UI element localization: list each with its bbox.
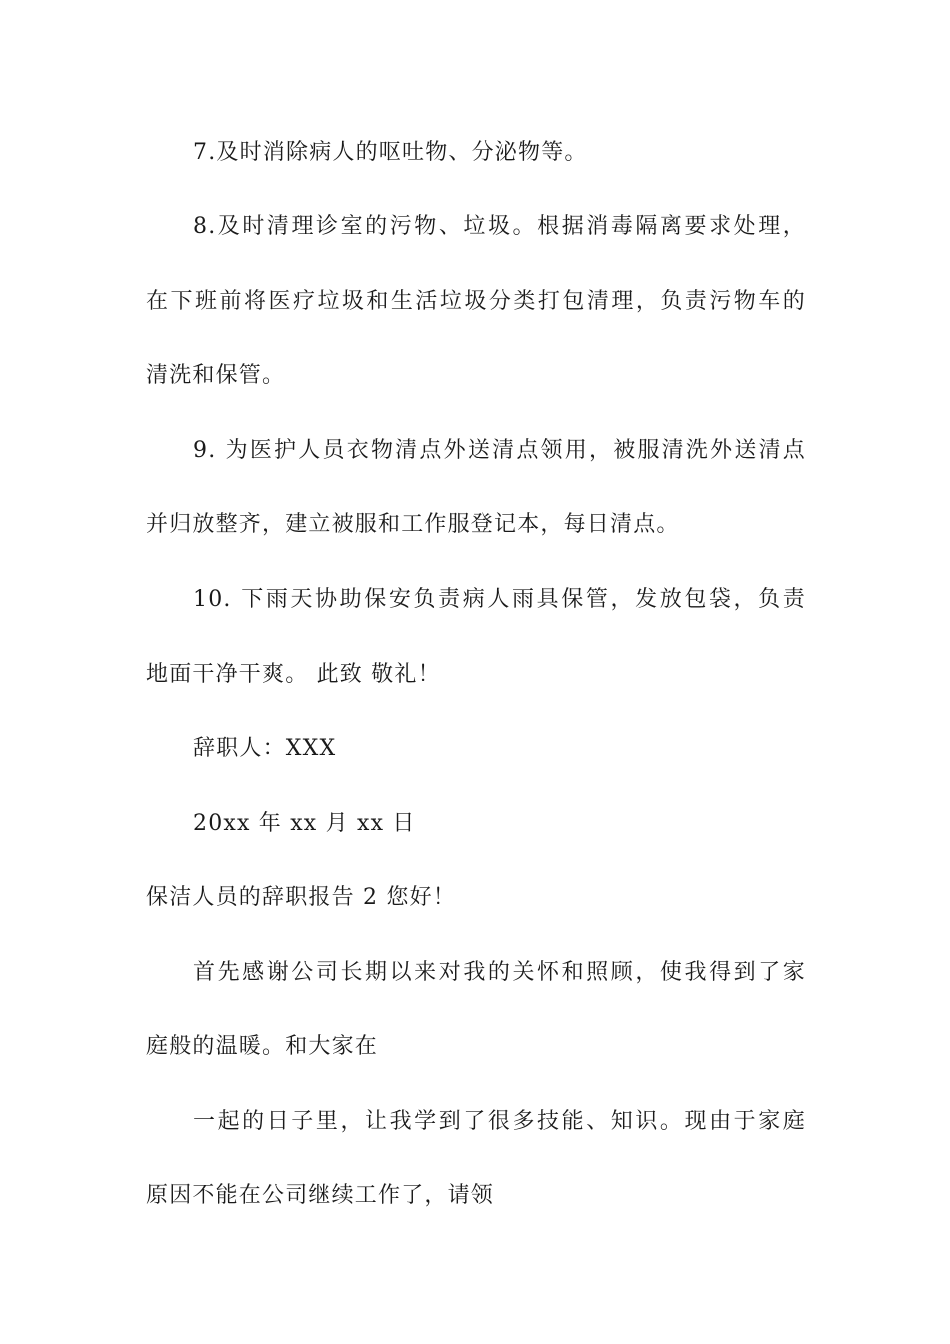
item-10-line-1: 10. 下雨天协助保安负责病人雨具保管，发放包袋，负责: [193, 587, 806, 612]
item-9-line-2: 并归放整齐，建立被服和工作服登记本，每日清点。: [146, 512, 680, 537]
item-9-line-1: 9. 为医护人员衣物清点外送清点领用，被服清洗外送清点: [193, 438, 806, 463]
paragraph-2-line-1: 一起的日子里，让我学到了很多技能、知识。现由于家庭: [193, 1109, 806, 1134]
paragraph-2-line-2: 原因不能在公司继续工作了，请领: [146, 1183, 495, 1208]
date-line: 20xx 年 xx 月 xx 日: [193, 811, 416, 836]
item-7-line: 7.及时消除病人的呕吐物、分泌物等。: [193, 140, 588, 165]
report-2-title: 保洁人员的辞职报告 2 您好！: [146, 885, 456, 910]
paragraph-1-line-2: 庭般的温暖。和大家在: [146, 1034, 379, 1059]
signatory-line: 辞职人：XXX: [193, 736, 337, 761]
item-8-line-3: 清洗和保管。: [146, 363, 286, 388]
item-8-line-1: 8.及时清理诊室的污物、垃圾。根据消毒隔离要求处理，: [193, 214, 806, 239]
item-10-line-2: 地面干净干爽。 此致 敬礼！: [146, 662, 441, 687]
item-8-line-2: 在下班前将医疗垃圾和生活垃圾分类打包清理，负责污物车的: [146, 289, 806, 314]
paragraph-1-line-1: 首先感谢公司长期以来对我的关怀和照顾，使我得到了家: [193, 960, 806, 985]
